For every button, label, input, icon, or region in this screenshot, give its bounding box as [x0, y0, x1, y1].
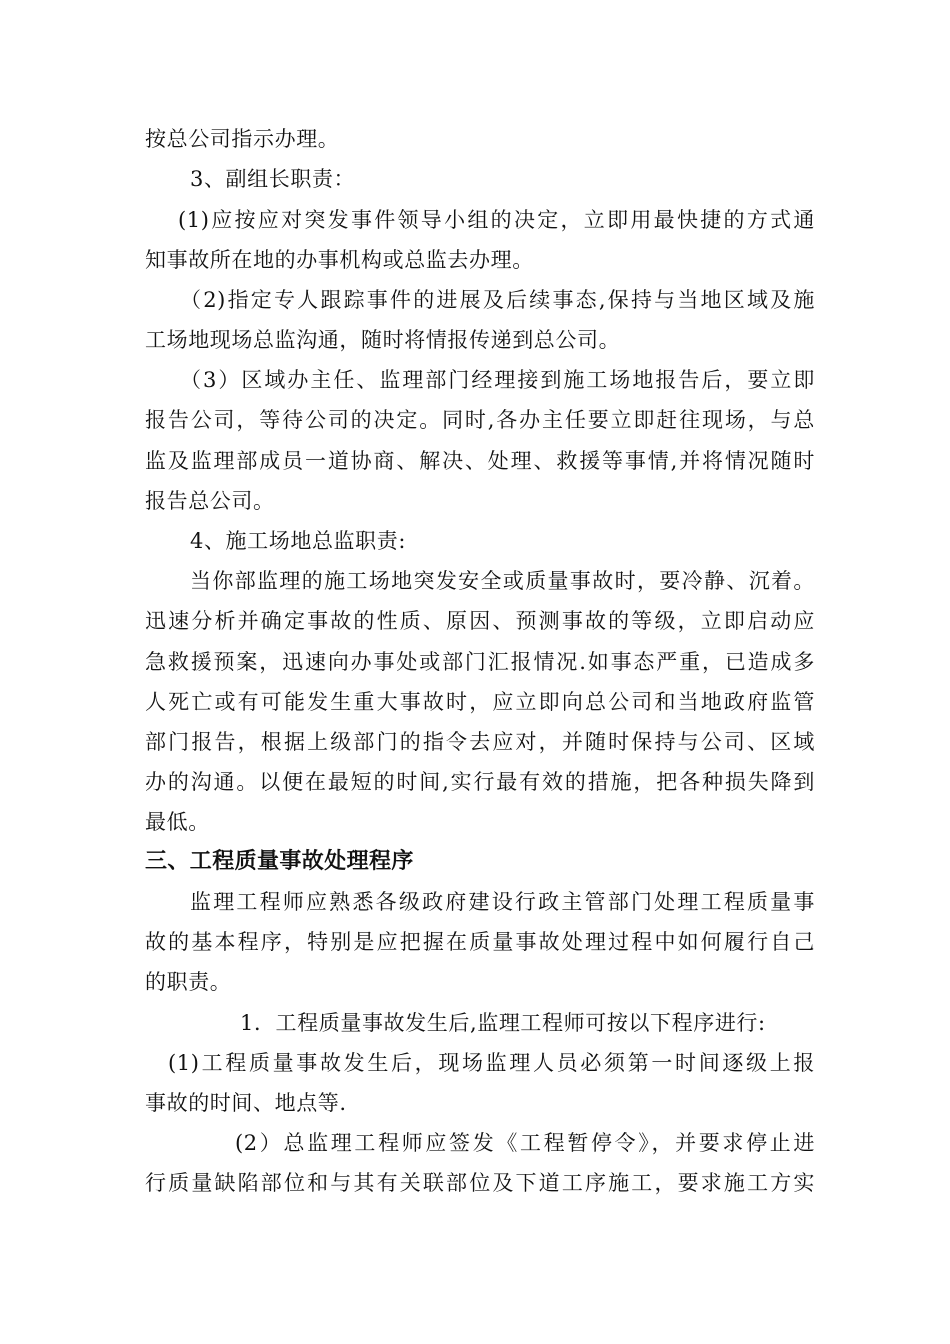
paragraph-line: 故的基本程序，特别是应把握在质量事故处理过程中如何履行自己	[145, 930, 815, 954]
paragraph-line: (1)应按应对突发事件领导小组的决定，立即用最快捷的方式通	[178, 208, 815, 232]
paragraph-line: （2)指定专人跟踪事件的进展及后续事态,保持与当地区域及施	[180, 288, 815, 312]
paragraph-line: (1)工程质量事故发生后，现场监理人员必须第一时间逐级上报	[168, 1051, 815, 1075]
numbered-item-heading: 1．工程质量事故发生后,监理工程师可按以下程序进行:	[240, 1011, 766, 1035]
section-heading-quality-accident-procedure: 三、工程质量事故处理程序	[145, 849, 414, 874]
section-heading-deputy-leader: 3、副组长职责：	[190, 167, 356, 191]
paragraph-line: 的职责。	[145, 970, 232, 994]
paragraph-line: 人死亡或有可能发生重大事故时，应立即向总公司和当地政府监管	[145, 690, 815, 714]
paragraph-line: 最低。	[145, 810, 210, 834]
paragraph-line: 迅速分析并确定事故的性质、原因、预测事故的等级，立即启动应	[145, 609, 815, 633]
paragraph-line: (2）总监理工程师应签发《工程暂停令》，并要求停止进	[235, 1131, 815, 1155]
paragraph-line: 报告公司，等待公司的决定。同时,各办主任要立即赶往现场，与总	[145, 408, 815, 432]
paragraph-line: 部门报告，根据上级部门的指令去应对，并随时保持与公司、区域	[145, 730, 815, 754]
paragraph-line: 行质量缺陷部位和与其有关联部位及下道工序施工，要求施工方实	[145, 1171, 815, 1195]
paragraph-line: 工场地现场总监沟通，随时将情报传递到总公司。	[145, 328, 621, 352]
paragraph-line: 当你部监理的施工场地突发安全或质量事故时，要冷静、沉着。	[190, 569, 815, 593]
paragraph-line: 监及监理部成员一道协商、解决、处理、救援等事情,并将情况随时	[145, 449, 815, 473]
paragraph-line: 监理工程师应熟悉各级政府建设行政主管部门处理工程质量事	[190, 890, 815, 914]
section-heading-site-supervisor: 4、施工场地总监职责:	[190, 529, 407, 553]
paragraph-line: 办的沟通。以便在最短的时间,实行最有效的措施，把各种损失降到	[145, 770, 815, 794]
paragraph-line: 事故的时间、地点等.	[145, 1091, 347, 1115]
paragraph-line: 报告总公司。	[145, 489, 275, 513]
paragraph-line: 按总公司指示办理。	[145, 127, 340, 151]
paragraph-line: 知事故所在地的办事机构或总监去办理。	[145, 248, 534, 272]
paragraph-line: （3）区域办主任、监理部门经理接到施工场地报告后，要立即	[180, 368, 815, 392]
paragraph-line: 急救援预案，迅速向办事处或部门汇报情况.如事态严重，已造成多	[145, 650, 815, 674]
